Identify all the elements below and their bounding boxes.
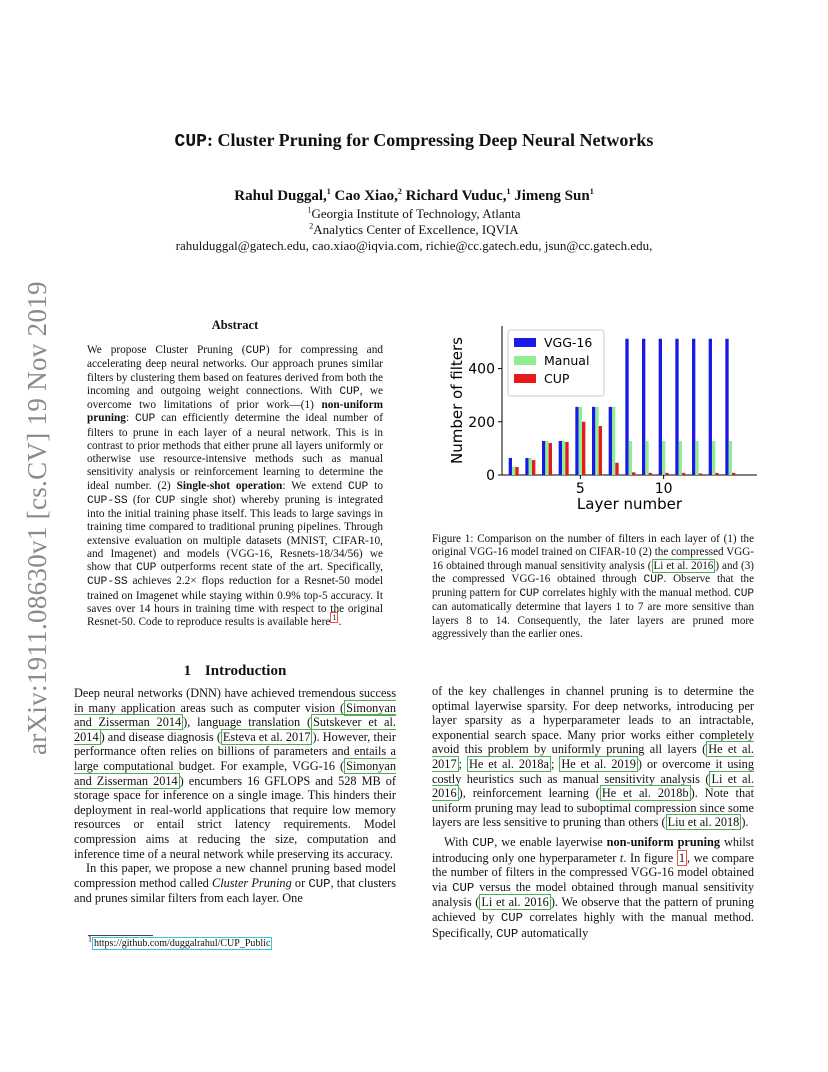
intro-italic: t: [619, 850, 624, 865]
x-axis-label: Layer number: [576, 495, 683, 512]
x-tick-label: 10: [654, 481, 673, 497]
abstract-text: single shot) whereby pruning is integrated into the initial training phase itself. This leads to large savings in training time compared to traditional pruning pipelines. Through extensive evaluation on multiple datasets (MNIST, CIFAR-10, and Imagenet) and models (VGG-16, Resnets-18/34/56) we show that: [87, 493, 383, 573]
abstract-bold: non-uniform pruning: [87, 399, 383, 425]
intro-mono: CUP: [496, 926, 519, 941]
y-tick-label: 200: [468, 414, 495, 431]
bar-manual: [712, 441, 715, 475]
intro-right-column: [432, 684, 754, 941]
bar-cup: [682, 473, 685, 475]
bar-cup: [715, 473, 718, 475]
intro-mono: CUP: [308, 876, 331, 891]
intro-paragraph-1: [74, 686, 396, 861]
legend-swatch: [514, 356, 536, 365]
abstract-mono: CUP: [245, 345, 266, 357]
y-tick-label: 0: [486, 468, 495, 484]
intro-text: of the key challenges in channel pruning is to determine the optimal layerwise sparsity. For deep networks, introducing per layer sparsity as a hyperparameter leads to an intractable, exponential search space. Many prior works either completely avoid this problem by uniformly pruning all layers (: [432, 684, 754, 757]
citation-link[interactable]: He et al. 2017: [432, 742, 755, 771]
bar-vgg-16: [609, 407, 612, 475]
section-heading-introduction: 1 Introduction: [183, 663, 287, 679]
abstract-text: :: [125, 412, 135, 425]
bar-vgg-16: [525, 458, 528, 475]
title-rest: : Cluster Pruning for Compressing Deep Neural Networks: [206, 130, 654, 150]
author-emails: rahulduggal@gatech.edu, cao.xiao@iqvia.com, richie@cc.gatech.edu, jsun@cc.gatech.edu,: [175, 238, 653, 253]
intro-text: ) or overcome it using costly heuristics such as manual sensitivity analysis (: [432, 756, 754, 786]
footnote-rule: [88, 935, 153, 936]
bar-cup: [549, 443, 552, 475]
abstract-mono: CUP: [136, 562, 157, 574]
arxiv-stamp: arXiv:1911.08630v1 [cs.CV] 19 Nov 2019: [22, 281, 52, 755]
affiliation-2-text: Analytics Center of Excellence, IQVIA: [313, 222, 519, 237]
citation-link[interactable]: Simonyan and Zisserman 2014: [74, 758, 396, 788]
footnote-mark: 1: [88, 934, 92, 944]
author-1: Rahul Duggal,: [234, 188, 327, 204]
citation-link[interactable]: Li et al. 2016: [432, 771, 754, 801]
bar-vgg-16: [692, 339, 695, 475]
intro-text: , that clusters and prunes similar filters from each layer. One: [74, 875, 396, 906]
legend-label: Manual: [544, 353, 590, 368]
bar-manual: [695, 441, 698, 475]
bar-cup: [599, 426, 602, 475]
footnote-link[interactable]: 1: [332, 613, 337, 623]
caption-text: can automatically determine that layers 1 to 7 are more sensitive than layers 8 to 14. Consequently, the later layers are pruned more aggressively than the earlier ones.: [432, 601, 754, 641]
intro-text: ) encumbers 16 GFLOPS and 528 MB of storage space for inference on a single image. This hinders their deployment in real-world applications that require low memory resources or entail strict latency requirements. Model compression aims at reducing the size, computation and inference time of a neural network while preserving its accuracy.: [74, 773, 396, 861]
bar-vgg-16: [725, 339, 728, 475]
intro-text: Deep neural networks (DNN) have achieved tremendous success in many application areas such as computer vision (: [74, 686, 396, 715]
bar-cup: [649, 473, 652, 475]
abstract-mono: CUP-SS: [87, 576, 128, 589]
bar-manual: [512, 466, 515, 475]
intro-italic: Cluster Pruning: [212, 875, 292, 890]
affiliation-1-sup: 1: [307, 205, 312, 215]
bar-cup: [665, 473, 668, 475]
abstract-text: , we overcome two limitations of prior work—(1): [87, 384, 383, 411]
bar-manual: [729, 441, 732, 475]
citation-link[interactable]: Li et al. 2016: [653, 559, 714, 572]
bar-manual: [562, 441, 565, 475]
intro-text: ). However, their performance often relies on billions of parameters and entails a large computational budget. For example, VGG-16 (: [74, 729, 396, 773]
bar-manual: [595, 407, 598, 475]
affiliation-1: [0, 206, 828, 222]
abstract-mono: CUP: [339, 385, 360, 398]
bar-vgg-16: [642, 339, 645, 475]
bar-manual: [629, 441, 632, 475]
affiliation-1-text: Georgia Institute of Technology, Atlanta: [311, 206, 521, 221]
intro-text: In this paper, we propose a new channel pruning based model compression method called: [74, 861, 396, 890]
caption-mono: CUP: [519, 588, 540, 601]
bar-vgg-16: [709, 339, 712, 475]
intro-text: ).: [741, 815, 749, 830]
intro-paragraph-3: [432, 684, 754, 830]
intro-text: . In figure: [623, 850, 677, 865]
caption-mono: CUP: [643, 573, 664, 586]
legend-label: VGG-16: [544, 335, 593, 350]
intro-text: ). Note that uniform pruning may lead to suboptimal compression since some layers are less sensitive to pruning than others (: [432, 786, 754, 830]
legend-label: CUP: [544, 371, 570, 386]
affiliation-2-sup: 2: [309, 221, 314, 231]
intro-text: automatically: [518, 925, 589, 940]
title-mono: CUP: [174, 132, 207, 152]
citation-link[interactable]: He et al. 2018b: [601, 786, 689, 801]
x-tick-label: 5: [575, 481, 585, 497]
citation-link[interactable]: Li et al. 2016: [481, 895, 549, 910]
abstract-text: can efficiently determine the ideal number of filters to prune in each layer of a neural network. This is in contrast to prior methods that either prune all layers uniformly or otherwise use resource-intensive methods such as manual sensitivity analysis or reinforcement learning to determine the ideal number. (2): [87, 412, 383, 492]
bar-vgg-16: [625, 339, 628, 475]
bar-manual: [529, 458, 532, 475]
caption-text: Figure 1: Comparison on the number of filters in each layer of (1) the original VGG-16 model trained on CIFAR-10 (2) the compressed VGG-16 obtained through manual sensitivity analysis (: [432, 533, 754, 572]
bar-vgg-16: [542, 441, 545, 475]
y-axis-label: Number of filters: [448, 337, 466, 464]
citation-link[interactable]: He et al. 2019: [561, 756, 636, 771]
bar-cup: [615, 463, 618, 475]
abstract-text: (for: [127, 493, 156, 506]
bar-cup: [632, 472, 635, 475]
caption-text: ) and (3) the compressed VGG-16 obtained through: [432, 559, 754, 585]
abstract-text: .: [338, 616, 342, 628]
bar-manual: [679, 441, 682, 475]
author-3: Richard Vuduc,: [401, 188, 507, 204]
citation-link[interactable]: Esteva et al. 2017: [222, 729, 311, 744]
intro-text: ), reinforcement learning (: [458, 786, 600, 801]
intro-text: ) and disease diagnosis (: [100, 729, 221, 744]
caption-text: . Observe that the pruning pattern for: [432, 572, 755, 600]
bar-cup: [699, 473, 702, 475]
bar-vgg-16: [659, 339, 662, 475]
figure-1-caption: [432, 533, 754, 641]
author-list: [0, 188, 828, 205]
author-3-sup: 1: [506, 187, 511, 196]
abstract-text: ) for compressing and accelerating deep neural networks. Our approach prunes similar filters by clustering them based on features derived from both the incoming and outgoing weight connections. With: [87, 344, 383, 397]
intro-text: correlates highly with the manual method. Specifically,: [432, 909, 755, 940]
bar-manual: [662, 441, 665, 475]
intro-bold: non-uniform pruning: [606, 834, 720, 849]
bar-manual: [579, 407, 582, 475]
footnote: [88, 934, 272, 949]
intro-text: versus the model obtained through manual sensitivity analysis (: [432, 879, 754, 910]
citation-link[interactable]: Simonyan and Zisserman 2014: [74, 700, 396, 730]
intro-text: ;: [458, 756, 467, 771]
abstract-text: to: [368, 479, 383, 492]
intro-text: With: [444, 834, 473, 849]
bar-cup: [515, 467, 518, 475]
author-2-sup: 2: [397, 187, 402, 196]
bar-vgg-16: [509, 458, 512, 475]
figure-link[interactable]: 1: [678, 850, 686, 865]
intro-text: , we enable layerwise: [494, 834, 607, 849]
paper-title: [0, 130, 828, 152]
author-4: Jimeng Sun: [510, 188, 590, 204]
bar-vgg-16: [592, 407, 595, 475]
legend-swatch: [514, 374, 536, 383]
bar-vgg-16: [575, 407, 578, 475]
intro-paragraph-2: [74, 861, 396, 906]
caption-mono: CUP: [734, 588, 755, 601]
citation-link[interactable]: Sutskever et al. 2014: [74, 715, 396, 744]
author-4-sup: 1: [589, 187, 594, 196]
bar-cup: [532, 460, 535, 475]
affiliation-2: [0, 222, 828, 238]
intro-mono: CUP: [472, 835, 495, 850]
bar-cup: [582, 422, 585, 475]
caption-text: correlates highly with the manual method.: [539, 587, 735, 600]
citation-link[interactable]: He et al. 2018a: [468, 756, 549, 771]
abstract-heading: Abstract: [211, 318, 259, 332]
abstract-mono: CUP: [134, 413, 156, 426]
abstract-text: We propose Cluster Pruning (: [87, 344, 246, 356]
abstract-mono: CUP-SS: [87, 494, 128, 507]
figure-1-chart: [432, 322, 762, 512]
abstract-mono: CUP: [347, 480, 369, 493]
intro-text: ). We observe that the pattern of pruning achieved by: [432, 895, 754, 924]
intro-left-column: [74, 686, 396, 906]
intro-mono: CUP: [500, 910, 524, 925]
intro-text: or: [291, 875, 309, 890]
intro-text: whilst introducing only one hyperparameter: [432, 834, 755, 865]
abstract-text: achieves 2.2× flops reduction for a Resnet-50 model trained on Imagenet while staying within 0.9% top-5 accuracy. It saves over 14 hours in training time with respect to the original Resnet-50. Code to reproduce results is available here: [87, 575, 383, 628]
bar-manual: [645, 441, 648, 475]
y-tick-label: 400: [468, 361, 495, 378]
abstract-text: : We extend: [282, 479, 348, 492]
abstract-bold: Single-shot operation: [176, 479, 283, 492]
bar-cup: [565, 442, 568, 475]
bar-cup: [732, 473, 735, 475]
abstract-text: outperforms recent state of the art. Specifically,: [156, 561, 383, 573]
intro-text: , we compare the number of filters in the compressed VGG-16 model obtained via: [432, 850, 754, 894]
abstract-mono: CUP: [155, 494, 176, 507]
bar-manual: [545, 441, 548, 475]
bar-vgg-16: [559, 441, 562, 475]
footnote-url-link[interactable]: https://github.com/duggalrahul/CUP_Public: [94, 938, 271, 949]
intro-text: ), language translation (: [183, 715, 312, 730]
bar-manual: [612, 407, 615, 475]
intro-text: ;: [550, 756, 560, 771]
intro-mono: CUP: [452, 880, 475, 895]
author-2: Cao Xiao,: [330, 188, 398, 204]
author-1-sup: 1: [326, 187, 331, 196]
abstract-body: [87, 344, 383, 629]
intro-paragraph-4: [432, 835, 754, 941]
legend-swatch: [514, 338, 536, 347]
bar-vgg-16: [675, 339, 678, 475]
citation-link[interactable]: Liu et al. 2018: [667, 815, 740, 830]
